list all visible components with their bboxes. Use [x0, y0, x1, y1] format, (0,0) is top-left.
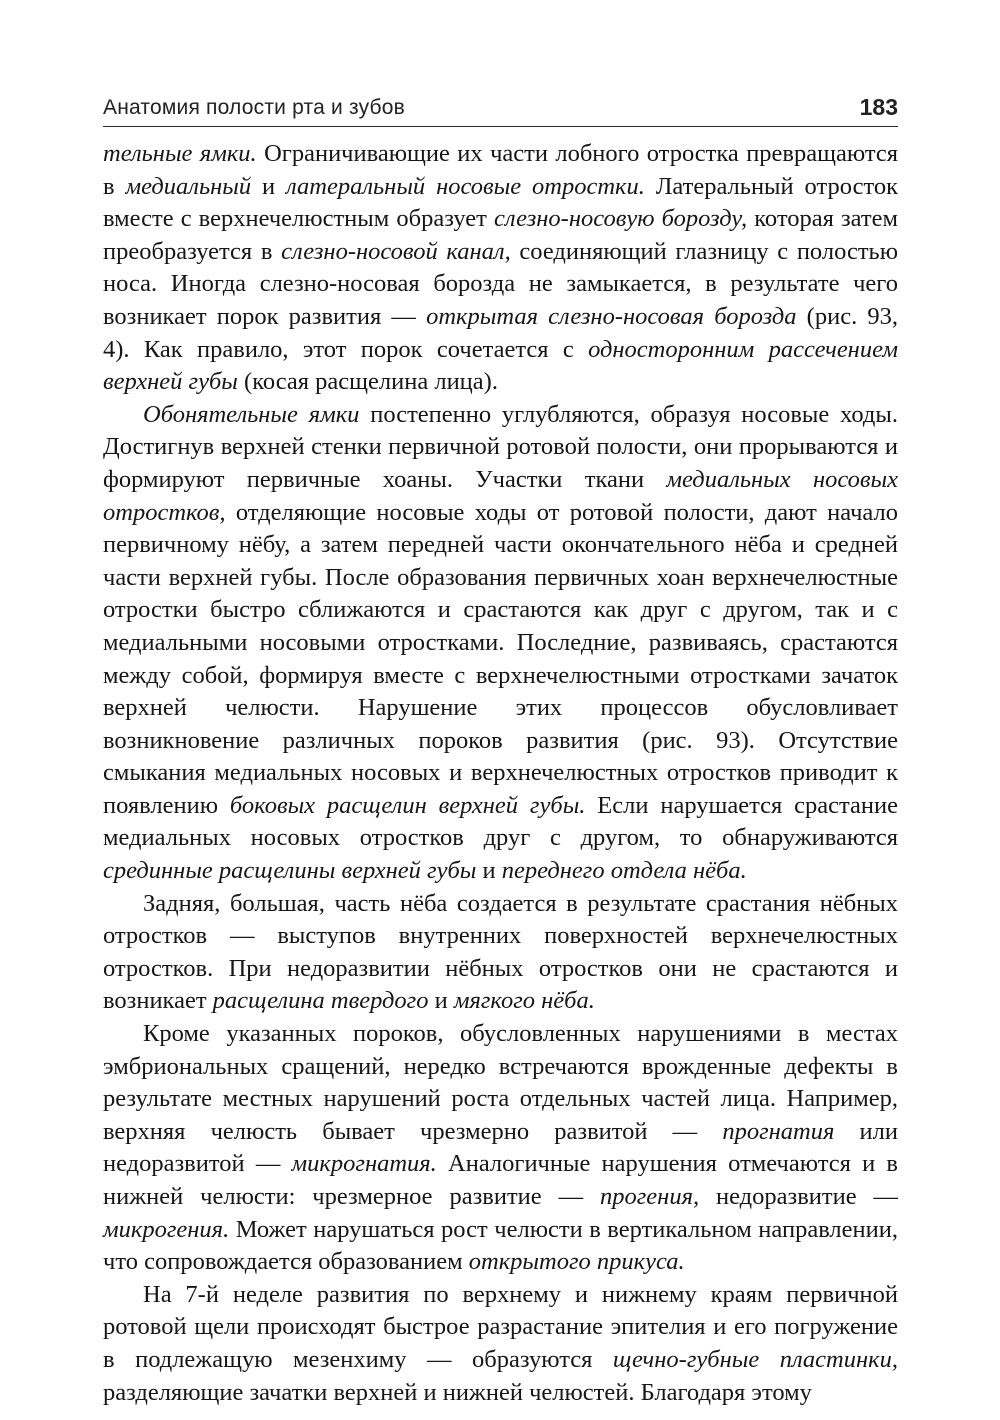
italic-term: латеральный носовые отростки.: [286, 172, 645, 200]
running-header-title: Анатомия полости рта и зубов: [103, 96, 405, 119]
text-run: (рис. 93, 4). Как правило, этот порок сочетается с: [103, 302, 898, 363]
text-run: которая затем преобразуется в: [103, 205, 898, 265]
italic-term: переднего отдела нёба.: [501, 857, 747, 885]
italic-term: микрогения.: [103, 1215, 230, 1243]
italic-term: микрогнатия.: [291, 1150, 437, 1178]
text-run: отделяющие носовые ходы от ротовой полости, дают начало первичному нёбу, а затем передней части окончательного нёба и средней части верхней губы. После образования первичных хоан верхнечелюстные отростки быстро сближаются и срастаются как друг с другом, так и с медиальными носовыми отростками. Последние, развиваясь, срастаются между собой, формируя вместе с верхнечелюстными отростками зачаток верхней челюсти. Нарушение этих процессов обусловливает возникновение различных пороков развития (рис. 93). Отсутствие смыкания медиальных носовых и верхнечелюстных отростков приводит к появлению: [103, 498, 898, 819]
text-run: постепенно углубляются, образуя носовые ходы. Достигнув верхней стенки первичной ротовой полости, они прорываются и формируют первичные хоаны. Участки ткани: [103, 400, 898, 493]
text-run: Может нарушаться рост челюсти в вертикальном направлении, что сопровождается образованием: [103, 1215, 898, 1276]
text-run: недоразвитие —: [699, 1183, 898, 1210]
text-run: соединяющий глазницу с полостью носа. Иногда слезно-носовая борозда не замыкается, в результате чего возникает порок развития —: [103, 237, 899, 330]
text-run: На 7-й неделе развития по верхнему и нижнему краям первичной ротовой щели происходят быстрое разрастание эпителия и его погружение в подлежащую мезенхиму — образуются: [103, 1280, 898, 1373]
text-run: и: [476, 857, 502, 885]
paragraph-1: [103, 138, 898, 399]
paragraph-2: [103, 399, 898, 888]
italic-term: слезно-носовую борозду,: [493, 205, 748, 233]
page-number: 183: [859, 94, 898, 120]
italic-term: Обонятельные ямки: [143, 400, 360, 428]
text-run: и: [251, 172, 287, 200]
italic-term: медиальных носовых отростков,: [103, 465, 898, 526]
body-text: [103, 138, 898, 1409]
italic-term: открытая слезно-носовая борозда: [426, 302, 797, 330]
text-run: разделяющие зачатки верхней и нижней челюстей. Благодаря этому: [103, 1378, 812, 1406]
text-run: или недоразвитой —: [103, 1117, 898, 1178]
italic-term: расщелина твердого: [212, 987, 429, 1015]
paragraph-5: [103, 1279, 898, 1409]
italic-term: срединные расщелины верхней губы: [103, 857, 477, 885]
italic-term: слезно-носовой канал,: [281, 237, 511, 265]
paragraph-4: [103, 1018, 898, 1279]
italic-term: открытого прикуса.: [468, 1248, 685, 1276]
text-run: Аналогичные нарушения отмечаются и в нижней челюсти: чрезмерное развитие —: [103, 1150, 898, 1210]
text-run: (косая расщелина лица).: [237, 368, 498, 396]
text-run: и: [428, 987, 454, 1015]
text-run: Латеральный отросток вместе с верхнечелюстным образует: [103, 172, 898, 233]
italic-term: односторонним рассечением верхней губы: [103, 335, 898, 396]
italic-term: боковых расщелин верхней губы.: [229, 791, 586, 819]
paragraph-3: [103, 888, 898, 1018]
italic-term: прогнатия: [722, 1117, 835, 1145]
italic-term: тельные ямки.: [103, 140, 257, 167]
italic-term: мягкого нёба.: [453, 987, 595, 1015]
text-run: Кроме указанных пороков, обусловленных нарушениями в местах эмбриональных сращений, нередко встречаются врожденные дефекты в результате местных нарушений роста отдельных частей лица. Например, верхняя челюсть бывает чрезмерно развитой —: [103, 1020, 898, 1145]
italic-term: медиальный: [125, 172, 252, 200]
text-run: Задняя, большая, часть нёба создается в результате срастания нёбных отростков — выступов внутренних поверхностей верхнечелюстных отростков. При недоразвитии нёбных отростков они не срастаются и возникает: [103, 889, 898, 1015]
text-run: Если нарушается срастание медиальных носовых отростков друг с другом, то обнаруживаются: [103, 791, 898, 852]
text-run: Ограничивающие их части лобного отростка превращаются в: [103, 140, 898, 200]
italic-term: щечно-губные пластинки,: [612, 1345, 898, 1373]
italic-term: прогения,: [599, 1183, 700, 1210]
running-header: [103, 90, 898, 127]
